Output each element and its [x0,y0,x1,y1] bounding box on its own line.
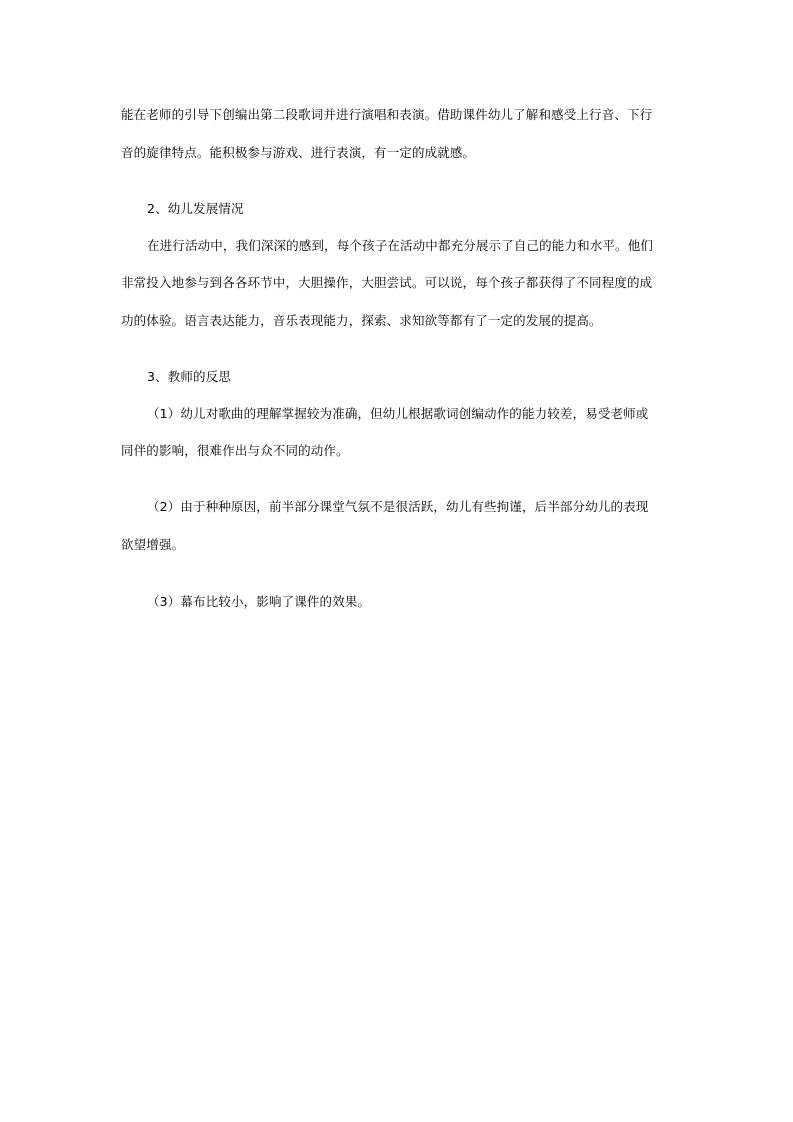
paragraph-line: 能在老师的引导下创编出第二段歌词并进行演唱和表演。借助课件幼儿了解和感受上行音、下行 [121,107,653,122]
paragraph-line: 音的旋律特点。能积极参与游戏、进行表演，有一定的成就感。 [121,145,476,160]
paragraph-line: 在进行活动中，我们深深的感到，每个孩子在活动中都充分展示了自己的能力和水平。他们 [147,238,654,253]
list-item-1-line: 同伴的影响，很难作出与众不同的动作。 [121,443,349,458]
list-item-1-line: （1）幼儿对歌曲的理解掌握较为准确，但幼儿根据歌词创编动作的能力较差，易受老师或 [147,406,649,421]
paragraph-line: 功的体验。语言表达能力，音乐表现能力，探索、求知欲等都有了一定的发展的提高。 [121,313,602,328]
list-item-2-line: （2）由于种种原因，前半部分课堂气氛不是很活跃，幼儿有些拘谨，后半部分幼儿的表现 [147,499,649,514]
paragraph-line: 非常投入地参与到各各环节中，大胆操作，大胆尝试。可以说，每个孩子都获得了不同程度的成 [121,275,653,290]
list-item-2-line: 欲望增强。 [121,537,185,552]
section-heading-reflection: 3、教师的反思 [147,369,232,384]
section-heading-development: 2、幼儿发展情况 [147,201,244,216]
list-item-3-line: （3）幕布比较小，影响了课件的效果。 [147,594,371,609]
